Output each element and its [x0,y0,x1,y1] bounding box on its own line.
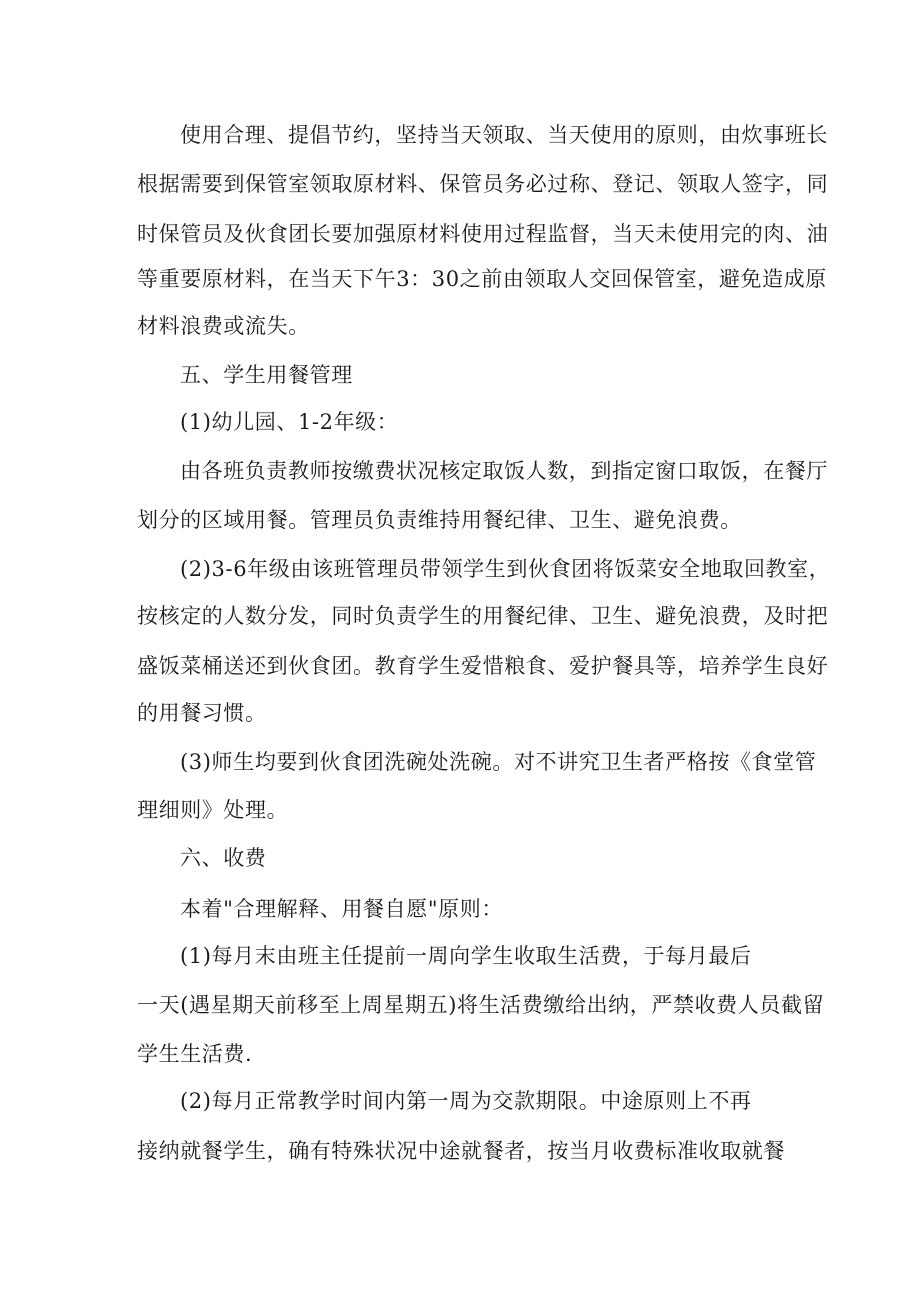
subsection-label-1: (1)幼儿园、1-2年级： [180,410,399,434]
paragraph-line-9: 按核定的人数分发，同时负责学生的用餐纪律、卫生、避免浪费，及时把 [137,604,829,628]
paragraph-line-6: 由各班负责教师按缴费状况核定取饭人数，到指定窗口取饭，在餐厅 [180,459,828,483]
paragraph-line-15: (1)每月末由班主任提前一周向学生收取生活费，于每月最后 [180,944,752,968]
paragraph-line-19: 接纳就餐学生，确有特殊状况中途就餐者，按当月收费标准收取就餐 [137,1139,785,1163]
section-heading-5: 五、学生用餐管理 [180,363,353,387]
paragraph-line-3: 时保管员及伙食团长要加强原材料使用过程监督，当天未使用完的肉、油 [137,222,829,246]
section-heading-6: 六、收费 [180,846,267,870]
paragraph-line-7: 划分的区域用餐。管理员负责维持用餐纪律、卫生、避免浪费。 [137,508,742,532]
paragraph-line-17: 学生生活费. [137,1042,253,1066]
paragraph-line-8: (2)3-6年级由该班管理员带领学生到伙食团将饭菜安全地取回教室， [180,557,831,581]
paragraph-line-11: 的用餐习惯。 [137,701,267,725]
paragraph-line-10: 盛饭菜桶送还到伙食团。教育学生爱惜粮食、爱护餐具等，培养学生良好 [137,654,829,678]
paragraph-line-12: (3)师生均要到伙食团洗碗处洗碗。对不讲究卫生者严格按《食堂管 [180,750,817,774]
paragraph-line-1: 使用合理、提倡节约，坚持当天领取、当天使用的原则，由炊事班长 [180,123,828,147]
paragraph-line-14: 本着"合理解释、用餐自愿"原则： [180,897,503,921]
paragraph-line-2: 根据需要到保管室领取原材料、保管员务必过称、登记、领取人签字，同 [137,172,829,196]
paragraph-line-18: (2)每月正常教学时间内第一周为交款期限。中途原则上不再 [180,1089,752,1113]
paragraph-line-16: 一天(遇星期天前移至上周星期五)将生活费缴给出纳，严禁收费人员截留 [137,993,825,1017]
paragraph-line-13: 理细则》处理。 [137,798,289,822]
paragraph-line-5: 材料浪费或流失。 [137,314,310,338]
paragraph-line-4: 等重要原材料，在当天下午3：30之前由领取人交回保管室，避免造成原 [137,267,827,291]
